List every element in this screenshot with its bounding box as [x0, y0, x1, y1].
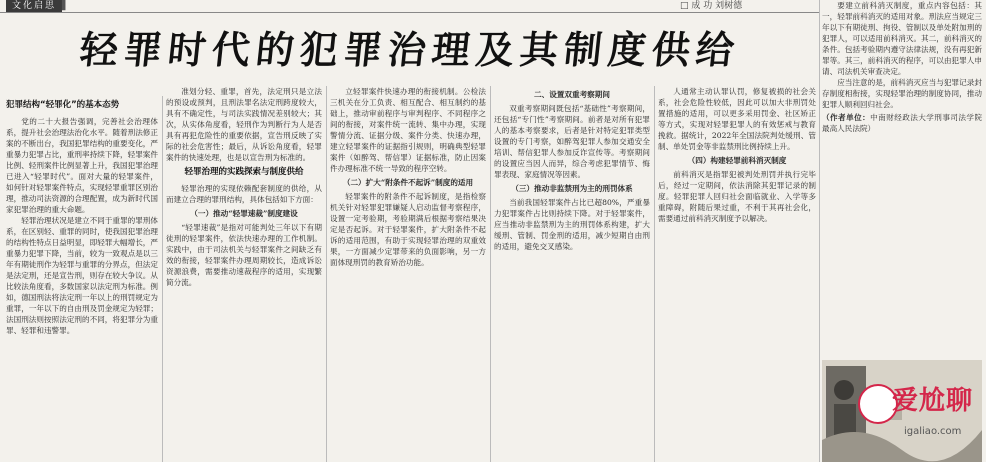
header-rule — [0, 12, 820, 13]
paragraph: 双重考察期间既包括“基础性”考察期间，还包括“专门性”考察期间。前者是对所有犯罪人的基本考察要求，后者是针对特定犯罪类型设置的专门考察，如醉驾犯罪人参加交通安全培训、帮信犯罪人参加反诈宣传等。考察期间的设置应当因人而异，综合考虑犯罪情节、悔罪表现、家庭情况等因素。 — [494, 104, 650, 179]
paragraph: 党的二十大报告强调，完善社会治理体系，提升社会治理法治化水平。随着刑法修正案的不断出台，我国犯罪结构的重要变化，严重暴力犯罪占比，重刑率持续下降，轻罪案件比例、轻刑案件比例显著上升，我国犯罪治理已进入“轻罪时代”。面对大量的轻罪案件，如何针对轻罪案件特点，实现轻罪重罪区别治理，推动司法资源的合理配置，成为新时代国家犯罪治理的重大命题。 — [6, 117, 158, 214]
paragraph: 人通常主动认罪认罚，修复被损的社会关系，社会危险性较低，因此可以加大非刑罚处置措施的适用，可以更多采用罚金、社区矫正等方式，实现对轻罪犯罪人的有效惩戒与教育挽救。据统计，2022年全国法院判处缓刑、管制、单处罚金等非监禁刑比例持续上升。 — [658, 87, 816, 151]
article-column-2 — [166, 86, 322, 462]
author-label: （作者单位： — [822, 113, 871, 122]
paragraph: 轻罪治理的实现依赖配套制度的供给，从而建立合理的罪刑结构，具体包括如下方面： — [166, 184, 322, 204]
paragraph: 要建立前科消灭制度，重点内容包括：其一，轻罪前科消灭的适用对象。刑法应当规定三年以下有期徒刑、拘役、管制以及单处附加刑的犯罪人，可以适用前科消灭。其二，前科消灭的条件。包括考验期内遵守法律法规，没有再犯新罪等。其三，前科消灭的程序，可以由犯罪人申请、司法机关审查决定。 — [822, 1, 982, 76]
paragraph: 前科消灭是指罪犯被判处刑罚并执行完毕后，经过一定期间，依法消除其犯罪记录的制度。轻罪犯罪人回归社会面临就业、入学等多重障碍，附随后果过重，不利于其再社会化，需要通过前科消灭制度予以解决。 — [658, 170, 816, 223]
column-subheading: 轻罪治理的实践探索与制度供给 — [184, 167, 304, 177]
byline: □ 成 功 刘树德 — [680, 1, 743, 11]
watermark-url: igaliao.com — [904, 426, 962, 437]
column-divider — [326, 86, 327, 462]
paragraph: “轻罪速裁”是指对可能判处三年以下有期徒刑的轻罪案件，依法快速办理的工作机制。实践中，由于司法机关与轻罪案件之间缺乏有效的衔接，轻罪案件办理周期较长，造成诉讼资源浪费，需要推动速裁程序的适用，实现繁简分流。 — [166, 223, 322, 287]
article-column-5 — [658, 86, 816, 462]
paragraph: 准划分轻、重罪，首先，法定刑只是立法的预设或预判，且刑法罪名法定刑跨度较大，具有不确定性，与司法实践情况差别较大；其次，从实体角度看，轻刑作为判断行为人是否具有再犯危险性的重要依据，宣告刑反映了实际的社会危害性；最后，从诉讼角度看，轻罪案件的快速处理，也是以宣告刑为标准的。 — [166, 87, 322, 162]
paragraph-heading: 二、设置双重考察期间 — [534, 90, 610, 99]
paragraph: 当前我国轻罪案件占比已超80%，严重暴力犯罪案件占比则持续下降。对于轻罪案件，应当推动非监禁刑为主的刑罚体系构建，扩大缓刑、管制、罚金刑的适用，减少短期自由刑的适用，避免交叉感染。 — [494, 198, 650, 251]
article-column-3 — [330, 86, 486, 462]
paragraph: 立轻罪案件快速办理的衔接机制。公检法三机关在分工负责、相互配合、相互制约的基础上，推动审前程序与审判程序、不同程序之间的衔接，对案件统一流转、集中办理，实现警情分流、证据分级、案件分类、快速办理，建立轻罪案件的证据指引规则，明确典型轻罪案件（如醉驾、帮信罪）证据标准，防止因案件办理标准不统一导致的程序空转。 — [330, 87, 486, 173]
author-note — [822, 112, 982, 134]
paragraph-heading: （四）构建轻罪前科消灭制度 — [687, 156, 787, 165]
watermark-text: 爱尬聊 — [892, 386, 974, 416]
article-column-6 — [822, 0, 982, 356]
article-column-1 — [6, 96, 158, 462]
paragraph: 应当注意的是，前科消灭应当与犯罪记录封存制度相衔接，实现轻罪治理的制度协同，推动犯罪人顺利回归社会。 — [822, 78, 982, 109]
article-headline: 轻罪时代的犯罪治理及其制度供给 — [77, 28, 743, 72]
paragraph: 轻罪案件的附条件不起诉制度，是指检察机关针对轻罪犯罪嫌疑人启动监督考察程序，设置一定考验期，考验期满后根据考察结果决定是否起诉。对于轻罪案件，扩大附条件不起诉的适用范围，有助于实现轻罪治理的双重效果，一方面减少定罪带来的负面影响，另一方面体现刑罚的教育矫治功能。 — [330, 192, 486, 267]
column-divider — [654, 86, 655, 462]
section-tag: 文化启思 — [6, 0, 62, 12]
author-affiliation: 中南财经政法大学刑事司法学院 最高人民法院） — [822, 113, 982, 133]
column-divider — [490, 86, 491, 462]
paragraph-heading: （二）扩大“附条件不起诉”制度的适用 — [342, 178, 474, 187]
section-marker: ▌ — [62, 1, 69, 11]
paragraph-heading: （三）推动非监禁刑为主的刑罚体系 — [511, 184, 633, 193]
paragraph: 轻罪治理状况是建立不同于重罪的罪刑体系，在区别轻、重罪的同时，使我国犯罪治理的结构性特点日益明显，即轻罪大幅增长，严重暴力犯罪下降，当前，较为一致观点是以三年有期徒刑作为轻罪与重罪的分界点，但法定是法定刑，还是宣告刑，则存在较大争议。从比较法角度看，多数国家以法定刑为标准。例如，德国刑法将法定刑一年以上的刑罚规定为重罪，一年以下的自由刑及罚金规定为轻罪；法国刑法则按照法定刑的不同，将犯罪分为重罪、轻罪和违警罪。 — [6, 216, 158, 335]
paragraph-heading: （一）推动“轻罪速裁”制度建设 — [190, 209, 298, 218]
article-column-4 — [494, 86, 650, 462]
column-subheading: 犯罪结构“轻罪化”的基本态势 — [6, 100, 120, 110]
column-divider — [162, 96, 163, 462]
column-divider — [819, 0, 820, 462]
